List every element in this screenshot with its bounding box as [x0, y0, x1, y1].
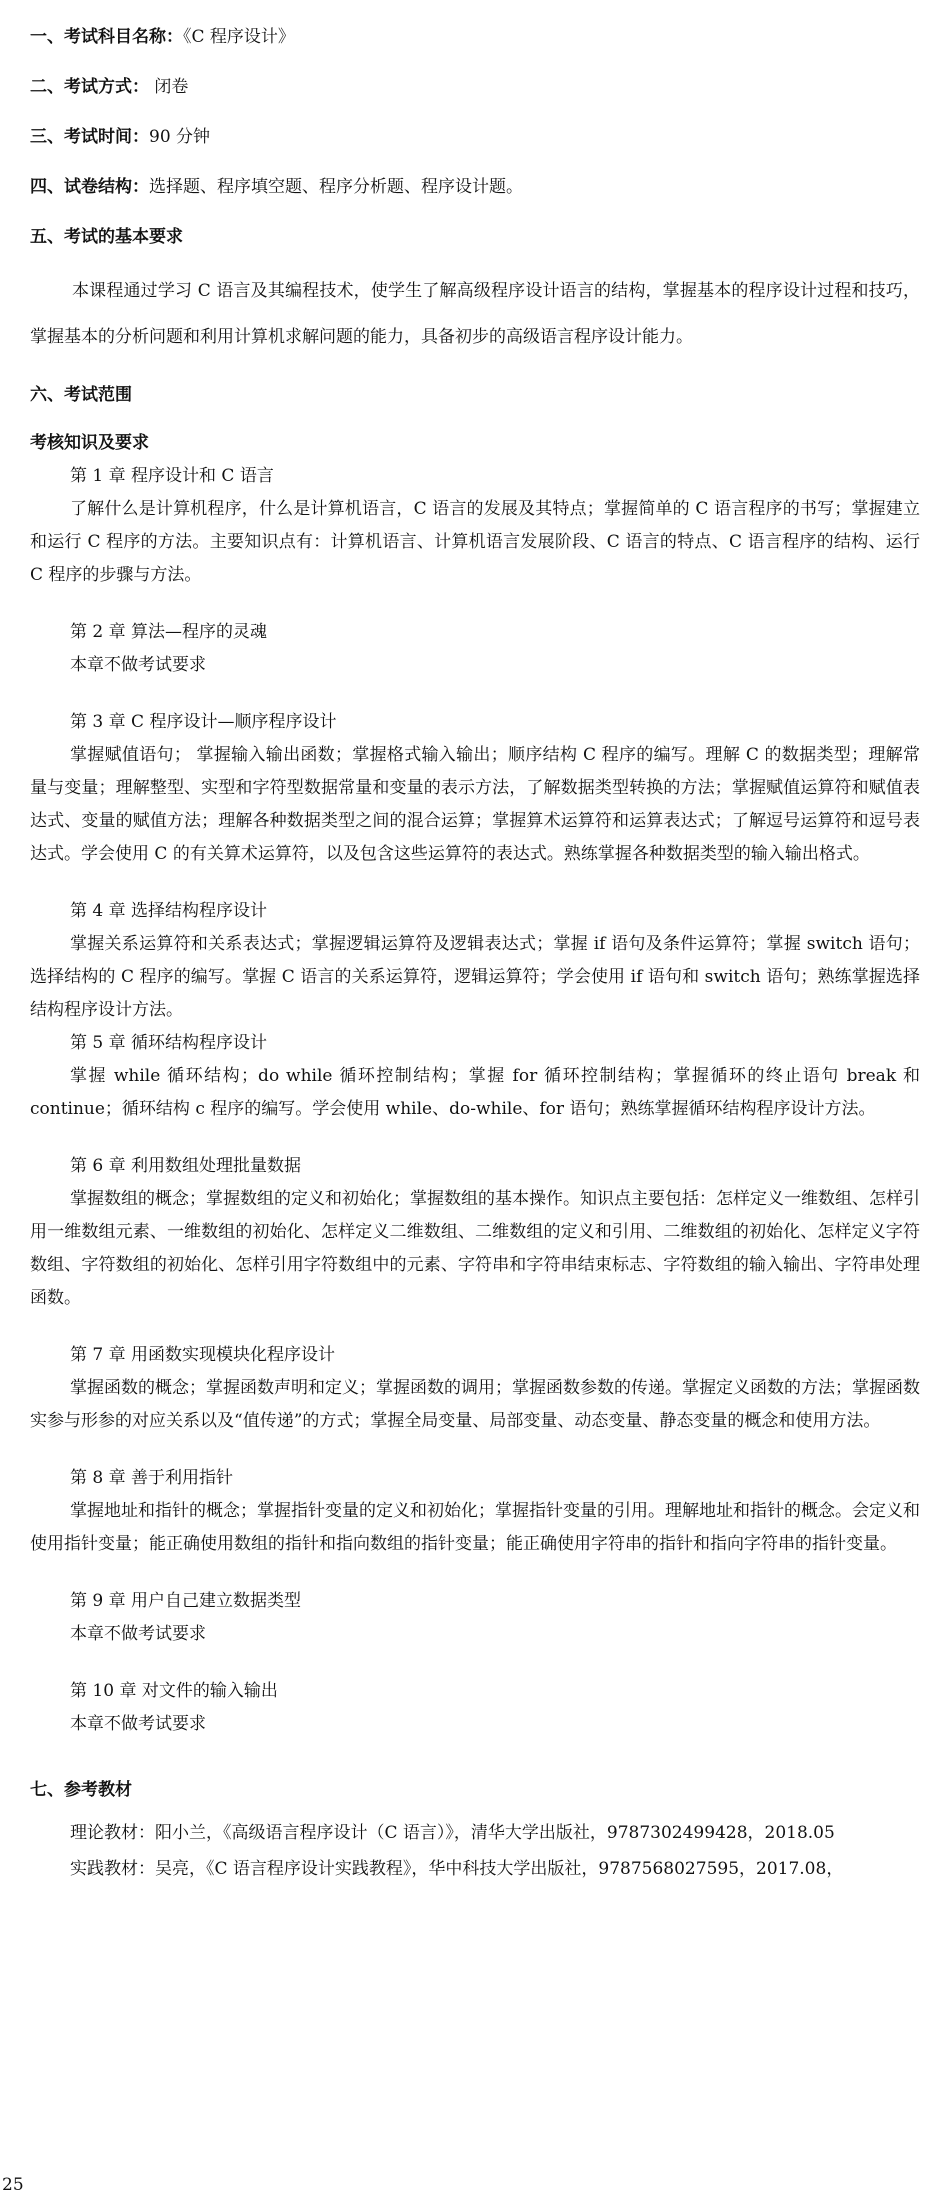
chapter-title: 第 2 章 算法—程序的灵魂: [70, 622, 268, 642]
chapter-title: 第 4 章 选择结构程序设计: [70, 901, 268, 921]
page-number: 25: [2, 2175, 24, 2195]
section-basic-requirement: [30, 212, 920, 262]
chapter-8: [30, 1462, 920, 1561]
chapter-10: [30, 1675, 920, 1741]
chapter-body: 本章不做考试要求: [70, 1624, 206, 1644]
chapter-body: 掌握赋值语句； 掌握输入输出函数；掌握格式输入输出；顺序结构 C 程序的编写。理解 C 的数据类型；理解常量与变量；理解整型、实型和字符型数据常量和变量的表示方法，了解数据类型转换的方法；掌握赋值运算符和赋值表达式、变量的赋值方法；理解各种数据类型之间的混合运算；掌握算术运算符和运算表达式；了解逗号运算符和逗号表达式。学会使用 C 的有关算术运算符，以及包含这些运算符的表达式。熟练掌握各种数据类型的输入输出格式。: [30, 745, 920, 864]
section-title: 考试范围: [64, 385, 132, 405]
section-reference-books: [30, 1765, 920, 1815]
chapter-body: 本章不做考试要求: [70, 1714, 206, 1734]
chapter-body: 了解什么是计算机程序，什么是计算机语言，C 语言的发展及其特点；掌握简单的 C 语言程序的书写；掌握建立和运行 C 程序的方法。主要知识点有：计算机语言、计算机语言发展阶段、C 语言的特点、C 语言程序的结构、运行 C 程序的步骤与方法。: [30, 499, 920, 585]
chapter-title: 第 8 章 善于利用指针: [70, 1468, 234, 1488]
chapter-body: 掌握地址和指针的概念；掌握指针变量的定义和初始化；掌握指针变量的引用。理解地址和指针的概念。会定义和使用指针变量；能正确使用数组的指针和指向数组的指针变量；能正确使用字符串的指针和指向字符串的指针变量。: [30, 1501, 920, 1554]
section-exam-time: [30, 112, 920, 162]
section-title: 考试的基本要求: [64, 227, 183, 247]
chapter-3: [30, 706, 920, 871]
chapter-4: [30, 895, 920, 1027]
reference-practice: 实践教材：吴亮，《C 语言程序设计实践教程》，华中科技大学出版社，9787568027595，2017.08，: [70, 1859, 844, 1879]
section-exam-method: [30, 62, 920, 112]
chapter-body: 本章不做考试要求: [70, 655, 206, 675]
section-title: 考试时间：: [64, 127, 149, 147]
chapter-title: 第 7 章 用函数实现模块化程序设计: [70, 1345, 336, 1365]
section-value: 90 分钟: [149, 127, 211, 147]
chapter-title: 第 5 章 循环结构程序设计: [70, 1033, 268, 1053]
document-page: [30, 12, 920, 1887]
chapter-7: [30, 1339, 920, 1438]
section-title: 考试方式：: [64, 77, 149, 97]
section-number: 六、: [30, 385, 64, 405]
chapter-1: [30, 460, 920, 592]
reference-theory: 理论教材：阳小兰，《高级语言程序设计（C 语言）》，清华大学出版社，9787302499428，2018.05: [70, 1823, 835, 1843]
section-exam-subject: [30, 12, 920, 62]
chapter-5: [30, 1027, 920, 1126]
section-value: 《C 程序设计》: [183, 27, 295, 47]
chapter-title: 第 10 章 对文件的输入输出: [70, 1681, 278, 1701]
section-number: 三、: [30, 127, 64, 147]
section-number: 四、: [30, 177, 64, 197]
section-number: 七、: [30, 1780, 64, 1800]
chapter-title: 第 9 章 用户自己建立数据类型: [70, 1591, 302, 1611]
section-value: 选择题、程序填空题、程序分析题、程序设计题。: [149, 177, 523, 197]
section-paper-structure: [30, 162, 920, 212]
section-exam-scope: [30, 370, 920, 420]
section-title: 试卷结构：: [64, 177, 149, 197]
section-number: 五、: [30, 227, 64, 247]
chapter-title: 第 3 章 C 程序设计—顺序程序设计: [70, 712, 337, 732]
chapter-9: [30, 1585, 920, 1651]
section-value: 闭卷: [149, 77, 189, 97]
chapter-6: [30, 1150, 920, 1315]
section-number: 二、: [30, 77, 64, 97]
chapter-title: 第 6 章 利用数组处理批量数据: [70, 1156, 302, 1176]
basic-requirement-text: 本课程通过学习 C 语言及其编程技术，使学生了解高级程序设计语言的结构，掌握基本的程序设计过程和技巧，掌握基本的分析问题和利用计算机求解问题的能力，具备初步的高级语言程序设计能力。: [30, 281, 920, 347]
chapter-body: 掌握关系运算符和关系表达式；掌握逻辑运算符及逻辑表达式；掌握 if 语句及条件运算符；掌握 switch 语句；选择结构的 C 程序的编写。掌握 C 语言的关系运算符，逻辑运算符；学会使用 if 语句和 switch 语句；熟练掌握选择结构程序设计方法。: [30, 934, 920, 1020]
chapter-body: 掌握函数的概念；掌握函数声明和定义；掌握函数的调用；掌握函数参数的传递。掌握定义函数的方法；掌握函数实参与形参的对应关系以及“值传递”的方式；掌握全局变量、局部变量、动态变量、静态变量的概念和使用方法。: [30, 1378, 920, 1431]
section-number: 一、: [30, 27, 64, 47]
chapter-title: 第 1 章 程序设计和 C 语言: [70, 466, 274, 486]
section-title: 参考教材: [64, 1780, 132, 1800]
chapter-2: [30, 616, 920, 682]
section-title: 考试科目名称：: [64, 27, 183, 47]
chapter-body: 掌握数组的概念；掌握数组的定义和初始化；掌握数组的基本操作。知识点主要包括：怎样定义一维数组、怎样引用一维数组元素、一维数组的初始化、怎样定义二维数组、二维数组的定义和引用、二维数组的初始化、怎样定义字符数组、字符数组的初始化、怎样引用字符数组中的元素、字符串和字符串结束标志、字符数组的输入输出、字符串处理函数。: [30, 1189, 920, 1308]
chapter-body: 掌握 while 循环结构；do while 循环控制结构；掌握 for 循环控制结构；掌握循环的终止语句 break 和 continue；循环结构 c 程序的编写。学会使用 while、do-while、for 语句；熟练掌握循环结构程序设计方法。: [30, 1066, 920, 1119]
knowledge-heading: 考核知识及要求: [30, 433, 149, 453]
